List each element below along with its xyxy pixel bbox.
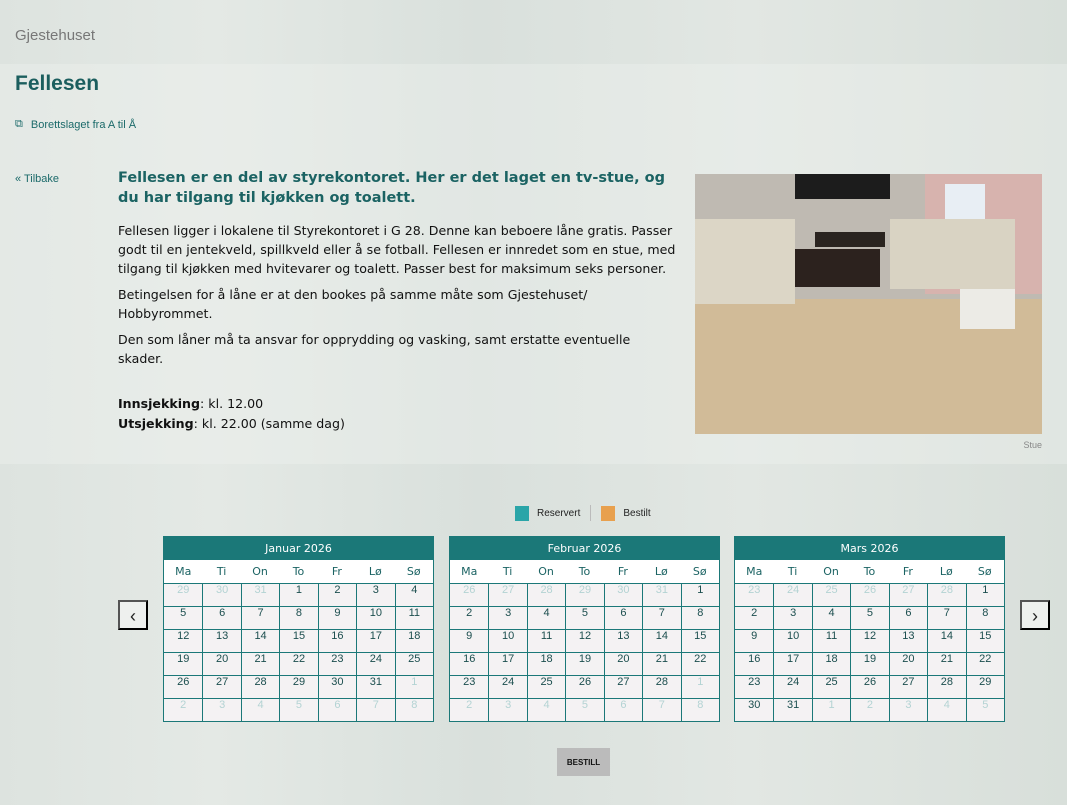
checkout-label: Utsjekking <box>118 416 194 431</box>
day-cell-outside: 3 <box>488 698 526 721</box>
day-cell[interactable]: 19 <box>565 652 603 675</box>
day-cell[interactable]: 6 <box>889 606 927 629</box>
next-month-button[interactable]: › <box>1020 600 1050 630</box>
day-cell[interactable]: 25 <box>812 675 850 698</box>
day-cell[interactable]: 3 <box>773 606 811 629</box>
day-cell[interactable]: 18 <box>812 652 850 675</box>
day-cell-outside: 6 <box>318 698 356 721</box>
day-cell-outside: 25 <box>812 583 850 606</box>
day-cell[interactable]: 13 <box>604 629 642 652</box>
day-cell[interactable]: 23 <box>735 675 773 698</box>
order-button[interactable]: BESTILL <box>557 748 610 776</box>
month-title: Februar 2026 <box>450 537 719 560</box>
day-cell[interactable]: 8 <box>966 606 1004 629</box>
day-cell-outside: 5 <box>279 698 317 721</box>
weekday-label: To <box>578 565 591 578</box>
day-cell-outside: 1 <box>395 675 433 698</box>
day-cell[interactable]: 7 <box>927 606 965 629</box>
weekday-label: On <box>823 565 839 578</box>
description <box>118 168 678 434</box>
weekday-label: Ma <box>175 565 192 578</box>
day-cell[interactable]: 5 <box>850 606 888 629</box>
day-cell-outside: 8 <box>681 698 719 721</box>
day-cell[interactable]: 20 <box>889 652 927 675</box>
day-cell[interactable]: 15 <box>681 629 719 652</box>
day-cell[interactable]: 20 <box>202 652 240 675</box>
weekday-row <box>450 560 719 583</box>
weekday-label: Sø <box>977 565 992 578</box>
day-cell-outside: 6 <box>604 698 642 721</box>
calendar-march <box>734 536 1005 722</box>
day-cell[interactable]: 5 <box>565 606 603 629</box>
weekday-label: Sø <box>406 565 421 578</box>
day-cell[interactable]: 11 <box>395 606 433 629</box>
day-cell-outside: 29 <box>565 583 603 606</box>
weekday-label: To <box>863 565 876 578</box>
day-cell-outside: 1 <box>681 675 719 698</box>
day-cell[interactable]: 2 <box>318 583 356 606</box>
month-title: Januar 2026 <box>164 537 433 560</box>
day-cell-outside: 24 <box>773 583 811 606</box>
reserved-swatch <box>515 506 529 521</box>
day-cell-outside: 7 <box>642 698 680 721</box>
day-cell[interactable]: 12 <box>850 629 888 652</box>
legend-ordered: Bestilt <box>623 507 651 519</box>
day-cell[interactable]: 30 <box>735 698 773 721</box>
weekday-label: Fr <box>617 565 628 578</box>
weekday-label: Lø <box>939 565 953 578</box>
day-cell[interactable]: 9 <box>450 629 488 652</box>
day-cell[interactable]: 14 <box>927 629 965 652</box>
day-cell[interactable]: 16 <box>735 652 773 675</box>
prev-month-button[interactable]: ‹ <box>118 600 148 630</box>
lead-text: Fellesen er en del av styrekontoret. Her er det laget en tv-stue, og du har tilgang til kjøkken og toalett. <box>118 170 665 206</box>
day-cell[interactable]: 23 <box>318 652 356 675</box>
weekday-label: Fr <box>902 565 913 578</box>
day-cell[interactable]: 27 <box>202 675 240 698</box>
day-cell[interactable]: 28 <box>642 675 680 698</box>
day-cell[interactable]: 19 <box>850 652 888 675</box>
weekday-label: On <box>252 565 268 578</box>
day-cell[interactable]: 21 <box>927 652 965 675</box>
day-cell[interactable]: 17 <box>488 652 526 675</box>
day-cell[interactable]: 6 <box>604 606 642 629</box>
day-cell-outside: 4 <box>241 698 279 721</box>
day-cell[interactable]: 27 <box>604 675 642 698</box>
checkout-value: : kl. 22.00 (samme dag) <box>193 416 345 431</box>
weekday-label: Sø <box>692 565 707 578</box>
day-cell-outside: 31 <box>642 583 680 606</box>
weekday-label: To <box>292 565 305 578</box>
day-cell[interactable]: 26 <box>565 675 603 698</box>
paragraph: Betingelsen for å låne er at den bookes på samme måte som Gjestehuset/ Hobbyrommet. <box>118 287 588 321</box>
day-cell[interactable]: 11 <box>527 629 565 652</box>
day-cell[interactable]: 16 <box>450 652 488 675</box>
day-cell-outside: 4 <box>927 698 965 721</box>
day-cell[interactable]: 10 <box>488 629 526 652</box>
day-cell[interactable]: 22 <box>681 652 719 675</box>
day-cell[interactable]: 17 <box>356 629 394 652</box>
day-cell[interactable]: 7 <box>642 606 680 629</box>
weekday-row <box>164 560 433 583</box>
weekday-label: Ma <box>461 565 478 578</box>
day-cell-outside: 5 <box>565 698 603 721</box>
calendar-february <box>449 536 720 722</box>
paragraph: Fellesen ligger i lokalene til Styrekontoret i G 28. Denne kan beboere låne gratis. Passer godt til en jentekveld, spillkveld eller å se fotball. Fellesen er innredet som en stue, med tilgang til kjøkken med hvitevarer og toalett. Passer best for maksimum seks personer. <box>118 223 676 276</box>
weekday-row <box>735 560 1004 583</box>
day-cell[interactable]: 18 <box>395 629 433 652</box>
day-cell-outside: 28 <box>527 583 565 606</box>
day-cell-outside: 26 <box>450 583 488 606</box>
checkin-label: Innsjekking <box>118 396 201 411</box>
checkin-value: : kl. 12.00 <box>200 396 264 411</box>
day-cell-outside: 29 <box>164 583 202 606</box>
ordered-swatch <box>601 506 615 521</box>
day-cell[interactable]: 14 <box>241 629 279 652</box>
day-cell[interactable]: 24 <box>356 652 394 675</box>
day-cell[interactable]: 25 <box>395 652 433 675</box>
day-cell[interactable]: 29 <box>279 675 317 698</box>
day-cell[interactable]: 8 <box>279 606 317 629</box>
day-cell[interactable]: 28 <box>241 675 279 698</box>
day-cell-outside: 26 <box>850 583 888 606</box>
breadcrumb-link[interactable]: Borettslaget fra A til Å <box>30 118 137 131</box>
legend-divider <box>590 505 591 521</box>
day-cell[interactable]: 11 <box>812 629 850 652</box>
day-cell[interactable]: 30 <box>318 675 356 698</box>
day-cell[interactable]: 24 <box>488 675 526 698</box>
day-cell[interactable]: 22 <box>279 652 317 675</box>
day-cell[interactable]: 15 <box>966 629 1004 652</box>
weekday-label: Fr <box>331 565 342 578</box>
weekday-label: Lø <box>654 565 668 578</box>
day-cell[interactable]: 26 <box>164 675 202 698</box>
weekday-label: Ti <box>216 565 227 578</box>
day-cell-outside: 27 <box>889 583 927 606</box>
day-cell[interactable]: 9 <box>735 629 773 652</box>
day-cell[interactable]: 25 <box>527 675 565 698</box>
day-cell[interactable]: 10 <box>356 606 394 629</box>
weekday-label: Ti <box>787 565 798 578</box>
day-cell-outside: 30 <box>604 583 642 606</box>
day-cell[interactable]: 27 <box>889 675 927 698</box>
check-times <box>118 394 678 434</box>
day-cell[interactable]: 15 <box>279 629 317 652</box>
page-title: Fellesen <box>15 72 100 95</box>
day-cell[interactable]: 14 <box>642 629 680 652</box>
weekday-label: On <box>538 565 554 578</box>
copy-icon: ⧉ <box>15 118 23 130</box>
day-cell[interactable]: 21 <box>642 652 680 675</box>
day-cell[interactable]: 13 <box>889 629 927 652</box>
calendar-january <box>163 536 434 722</box>
photo-caption: Stue <box>1023 440 1042 450</box>
day-cell[interactable]: 24 <box>773 675 811 698</box>
day-cell[interactable]: 12 <box>164 629 202 652</box>
day-cell[interactable]: 2 <box>450 606 488 629</box>
day-cell[interactable]: 6 <box>202 606 240 629</box>
day-cell[interactable]: 17 <box>773 652 811 675</box>
day-cell[interactable]: 16 <box>318 629 356 652</box>
day-cell-outside: 4 <box>527 698 565 721</box>
breadcrumb[interactable] <box>15 118 136 131</box>
day-cell[interactable]: 26 <box>850 675 888 698</box>
day-cell[interactable]: 4 <box>527 606 565 629</box>
day-cell-outside: 7 <box>356 698 394 721</box>
day-cell-outside: 8 <box>395 698 433 721</box>
day-cell-outside: 3 <box>202 698 240 721</box>
day-cell[interactable]: 22 <box>966 652 1004 675</box>
day-cell-outside: 2 <box>164 698 202 721</box>
day-cell[interactable]: 28 <box>927 675 965 698</box>
day-cell[interactable]: 9 <box>318 606 356 629</box>
day-cell[interactable]: 1 <box>279 583 317 606</box>
weekday-label: Ti <box>502 565 513 578</box>
day-cell[interactable]: 3 <box>356 583 394 606</box>
day-cell-outside: 31 <box>241 583 279 606</box>
day-cell[interactable]: 5 <box>164 606 202 629</box>
month-title: Mars 2026 <box>735 537 1004 560</box>
day-cell-outside: 2 <box>850 698 888 721</box>
day-cell-outside: 28 <box>927 583 965 606</box>
day-cell[interactable]: 1 <box>681 583 719 606</box>
site-title: Gjestehuset <box>15 27 96 44</box>
weekday-label: Ma <box>746 565 763 578</box>
day-cell[interactable]: 31 <box>773 698 811 721</box>
day-cell[interactable]: 12 <box>565 629 603 652</box>
day-cell-outside: 1 <box>812 698 850 721</box>
back-link[interactable]: « Tilbake <box>15 173 60 185</box>
paragraph: Den som låner må ta ansvar for opprydding og vasking, samt erstatte eventuelle skader. <box>118 332 631 366</box>
day-cell-outside: 5 <box>966 698 1004 721</box>
day-cell-outside: 27 <box>488 583 526 606</box>
day-cell[interactable]: 19 <box>164 652 202 675</box>
day-cell-outside: 30 <box>202 583 240 606</box>
room-photo <box>695 174 1042 434</box>
day-cell[interactable]: 21 <box>241 652 279 675</box>
day-cell[interactable]: 8 <box>681 606 719 629</box>
day-cell[interactable]: 13 <box>202 629 240 652</box>
day-cell[interactable]: 29 <box>966 675 1004 698</box>
day-cell-outside: 3 <box>889 698 927 721</box>
day-cell[interactable]: 7 <box>241 606 279 629</box>
day-cell[interactable]: 3 <box>488 606 526 629</box>
legend-reserved: Reservert <box>537 507 581 519</box>
day-cell[interactable]: 23 <box>450 675 488 698</box>
day-cell-outside: 2 <box>450 698 488 721</box>
day-cell[interactable]: 2 <box>735 606 773 629</box>
day-cell[interactable]: 1 <box>966 583 1004 606</box>
weekday-label: Lø <box>368 565 382 578</box>
day-cell[interactable]: 4 <box>812 606 850 629</box>
day-cell-outside: 23 <box>735 583 773 606</box>
day-cell[interactable]: 10 <box>773 629 811 652</box>
day-cell[interactable]: 4 <box>395 583 433 606</box>
legend <box>515 505 651 521</box>
day-cell[interactable]: 18 <box>527 652 565 675</box>
day-cell[interactable]: 31 <box>356 675 394 698</box>
day-cell[interactable]: 20 <box>604 652 642 675</box>
